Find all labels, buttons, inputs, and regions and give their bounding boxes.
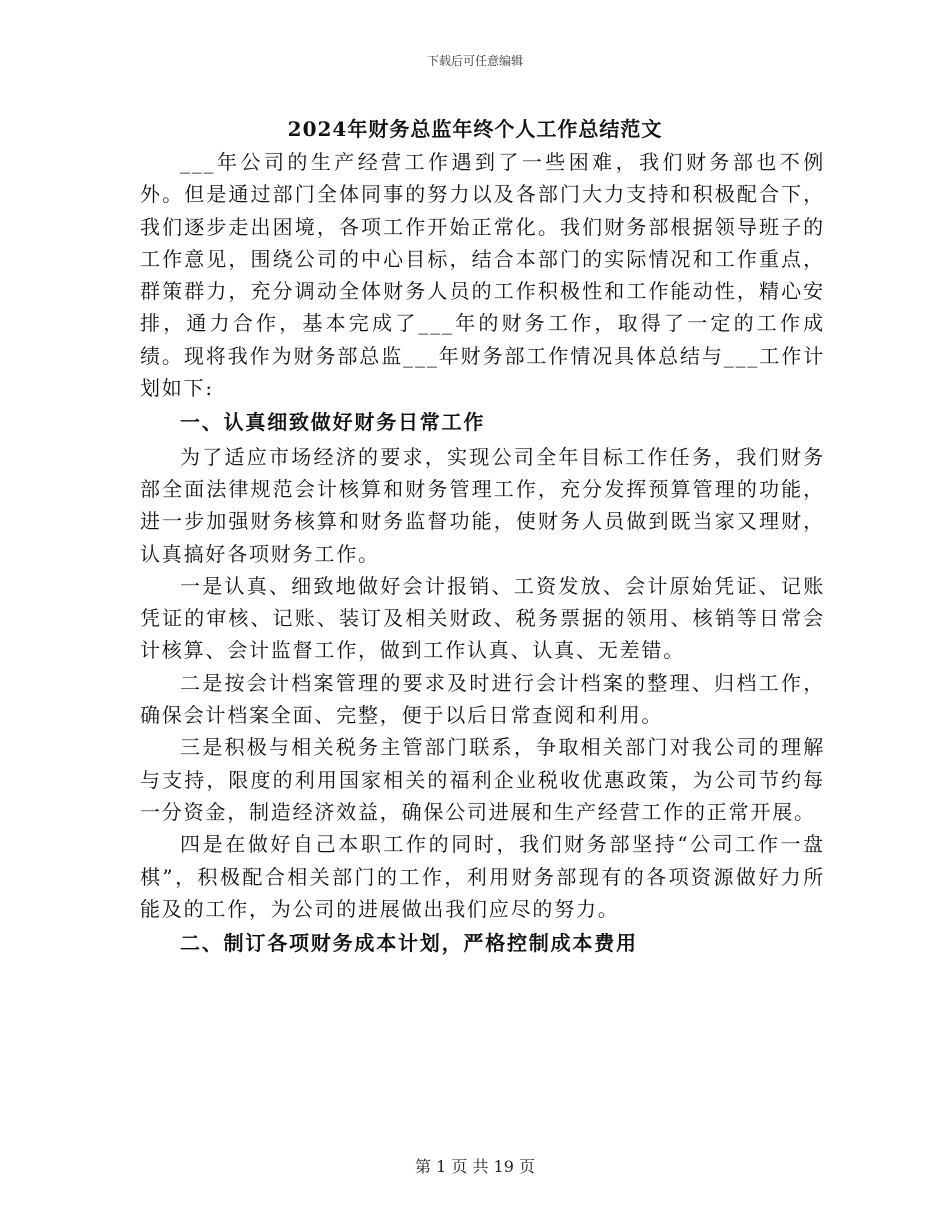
header-note: 下载后可任意编辑 bbox=[426, 54, 523, 68]
page-number: 第 1 页 共 19 页 bbox=[415, 1157, 535, 1176]
section-1-paragraph: 四是在做好自己本职工作的同时，我们财务部坚持“公司工作一盘棋”，积极配合相关部门的工作，利用财务部现有的各项资源做好力所能及的工作，为公司的进展做出我们应尽的努力。 bbox=[140, 832, 825, 921]
section-1-paragraph: 为了适应市场经济的要求，实现公司全年目标工作任务，我们财务部全面法律规范会计核算和财务管理工作，充分发挥预算管理的功能，进一步加强财务核算和财务监督功能，使财务人员做到既当家又理财，认真搞好各项财务工作。 bbox=[140, 444, 825, 566]
section-1-heading: 一、认真细致做好财务日常工作 bbox=[180, 410, 486, 435]
intro-paragraph: ___年公司的生产经营工作遇到了一些困难，我们财务部也不例外。但是通过部门全体同事的努力以及各部门大力支持和积极配合下，我们逐步走出困境，各项工作开始正常化。我们财务部根据领导班子的工作意见，围绕公司的中心目标，结合本部门的实际情况和工作重点，群策群力，充分调动全体财务人员的工作积极性和工作能动性，精心安排，通力合作，基本完成了___年的财务工作，取得了一定的工作成绩。现将我作为财务部总监___年财务部工作情况具体总结与___工作计划如下: bbox=[140, 150, 825, 401]
section-1-paragraph: 三是积极与相关税务主管部门联系，争取相关部门对我公司的理解与支持，限度的利用国家相关的福利企业税收优惠政策，为公司节约每一分资金，制造经济效益，确保公司进展和生产经营工作的正常开展。 bbox=[140, 735, 825, 824]
section-1-paragraph: 一是认真、细致地做好会计报销、工资发放、会计原始凭证、记账凭证的审核、记账、装订及相关财政、税务票据的领用、核销等日常会计核算、会计监督工作，做到工作认真、认真、无差错。 bbox=[140, 573, 825, 663]
section-1-paragraph: 二是按会计档案管理的要求及时进行会计档案的整理、归档工作，确保会计档案全面、完整，便于以后日常查阅和利用。 bbox=[140, 670, 825, 728]
page-title: 2024年财务总监年终个人工作总结范文 bbox=[287, 117, 663, 141]
document-body bbox=[140, 146, 825, 961]
section-2-heading: 二、制订各项财务成本计划，严格控制成本费用 bbox=[180, 931, 638, 956]
